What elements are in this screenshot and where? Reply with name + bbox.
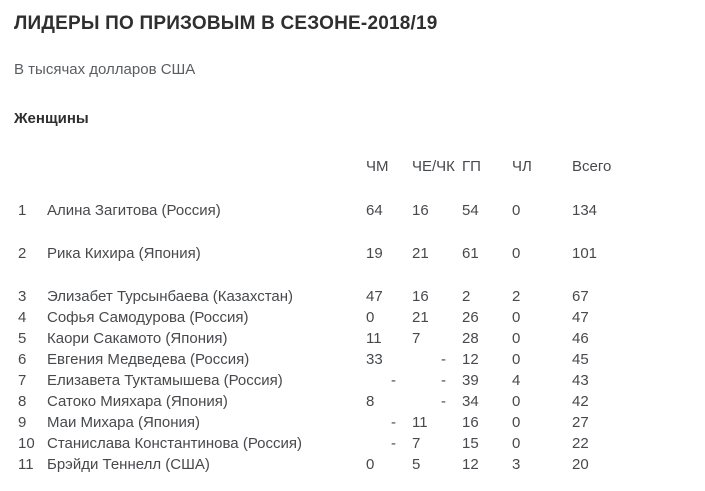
value-cell: 0 [512,246,521,261]
name-cell: Алина Загитова (Россия) [47,203,221,218]
column-header-wc: ЧМ [366,159,389,175]
value-cell: 0 [512,331,521,346]
name-cell: Елизавета Туктамышева (Россия) [47,373,283,388]
value-cell: 47 [572,310,589,325]
section-title-women: Женщины [14,110,89,127]
value-cell: - [441,352,446,367]
value-cell: 26 [462,310,479,325]
value-cell: 0 [512,310,521,325]
value-cell: 46 [572,331,589,346]
value-cell: 28 [462,331,479,346]
value-cell: 11 [366,331,382,346]
value-cell: 0 [366,310,375,325]
value-cell: 7 [412,331,421,346]
value-cell: - [441,373,446,388]
rank-cell: 1 [18,203,27,218]
column-header-total: Всего [572,159,612,175]
name-cell: Станислава Константинова (Россия) [47,436,302,451]
rank-cell: 11 [18,457,34,472]
value-cell: 134 [572,203,598,218]
name-cell: Брэйди Теннелл (США) [47,457,210,472]
table-body [18,203,705,472]
rank-cell: 9 [18,415,27,430]
rank-cell: 7 [18,373,27,388]
column-header-cl: ЧЛ [512,159,532,175]
value-cell: 5 [412,457,421,472]
value-cell: - [391,436,396,451]
value-cell: 12 [462,352,479,367]
value-cell: 45 [572,352,589,367]
table-row [18,394,705,409]
value-cell: 8 [366,394,375,409]
rank-cell: 2 [18,246,27,261]
rank-cell: 5 [18,331,27,346]
rank-cell: 4 [18,310,27,325]
rank-cell: 3 [18,289,27,304]
name-cell: Сатоко Мияхара (Япония) [47,394,228,409]
value-cell: 0 [512,203,521,218]
value-cell: 27 [572,415,589,430]
value-cell: 19 [366,246,383,261]
table-header-row [18,159,705,175]
name-cell: Маи Михара (Япония) [47,415,201,430]
value-cell: - [391,415,396,430]
value-cell: 16 [412,203,429,218]
header-name-spacer [47,159,366,175]
name-cell: Элизабет Турсынбаева (Казахстан) [47,289,294,304]
name-cell: Каори Сакамото (Япония) [47,331,228,346]
value-cell: 4 [512,373,521,388]
value-cell: 54 [462,203,479,218]
rank-cell: 10 [18,436,35,451]
table-row [18,415,705,430]
rank-cell: 6 [18,352,27,367]
column-header-ec-4cc: ЧЕ/ЧК [412,159,455,175]
value-cell: 22 [572,436,589,451]
table-row [18,310,705,325]
value-cell: 43 [572,373,589,388]
value-cell: 21 [412,310,429,325]
value-cell: 16 [412,289,429,304]
value-cell: 11 [412,415,428,430]
value-cell: 42 [572,394,589,409]
value-cell: 21 [412,246,429,261]
value-cell: 101 [572,246,598,261]
value-cell: 15 [462,436,479,451]
table-row [18,352,705,367]
value-cell: 39 [462,373,479,388]
value-cell: 16 [462,415,479,430]
value-cell: 3 [512,457,521,472]
value-cell: 7 [412,436,421,451]
table-row [18,373,705,388]
page-title: ЛИДЕРЫ ПО ПРИЗОВЫМ В СЕЗОНЕ-2018/19 [14,13,438,34]
value-cell: 33 [366,352,383,367]
value-cell: 0 [512,352,521,367]
table-row [18,289,705,304]
subtitle: В тысячах долларов США [14,61,196,78]
header-rank-spacer [18,159,47,175]
table-row [18,246,705,261]
value-cell: 2 [462,289,471,304]
value-cell: 12 [462,457,479,472]
table-row [18,203,705,218]
column-header-gp: ГП [462,159,481,175]
table-row [18,436,705,451]
name-cell: Рика Кихира (Япония) [47,246,201,261]
value-cell: 0 [366,457,375,472]
value-cell: 20 [572,457,589,472]
name-cell: Евгения Медведева (Россия) [47,352,250,367]
value-cell: 47 [366,289,383,304]
value-cell: 34 [462,394,479,409]
name-cell: Софья Самодурова (Россия) [47,310,249,325]
rank-cell: 8 [18,394,27,409]
value-cell: - [441,394,446,409]
value-cell: - [391,373,396,388]
value-cell: 0 [512,394,521,409]
value-cell: 64 [366,203,383,218]
table-row [18,457,705,472]
prize-table [18,159,705,472]
value-cell: 61 [462,246,479,261]
value-cell: 0 [512,436,521,451]
value-cell: 2 [512,289,521,304]
value-cell: 67 [572,289,589,304]
table-row [18,331,705,346]
value-cell: 0 [512,415,521,430]
